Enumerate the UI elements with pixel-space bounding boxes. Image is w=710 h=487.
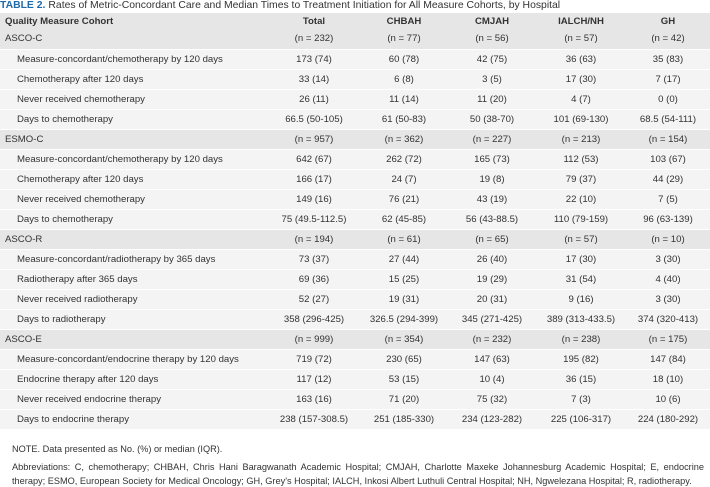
table-number: TABLE 2. bbox=[0, 0, 46, 11]
total-cell: 26 (11) bbox=[268, 89, 360, 109]
cmjah-cell: 75 (32) bbox=[448, 389, 536, 409]
cmjah-cell: 26 (40) bbox=[448, 249, 536, 269]
header-ialch-nh: IALCH/NH bbox=[558, 15, 604, 27]
table-title-text: Rates of Metric-Concordant Care and Median Times to Treatment Initiation for All Measure Cohorts, by Hospital bbox=[48, 0, 561, 11]
table-row bbox=[0, 309, 710, 329]
gh-cell: (n = 154) bbox=[626, 129, 710, 149]
cohort-label: ESMO-C bbox=[0, 129, 268, 149]
gh-cell: 68.5 (54-111) bbox=[626, 109, 710, 129]
gh-cell: 7 (17) bbox=[626, 69, 710, 89]
table-row bbox=[0, 49, 710, 69]
total-cell: (n = 194) bbox=[268, 229, 360, 249]
total-cell: 238 (157-308.5) bbox=[268, 409, 360, 429]
chbah-cell: (n = 354) bbox=[360, 329, 448, 349]
measure-label: Never received radiotherapy bbox=[0, 289, 268, 309]
cohort-row bbox=[0, 29, 710, 49]
chbah-cell: 71 (20) bbox=[360, 389, 448, 409]
cohort-label: ASCO-C bbox=[0, 29, 268, 49]
total-cell: 33 (14) bbox=[268, 69, 360, 89]
ialch-nh-cell: 22 (10) bbox=[536, 189, 626, 209]
gh-cell: 7 (5) bbox=[626, 189, 710, 209]
measure-label: Measure-concordant/radiotherapy by 365 days bbox=[0, 249, 268, 269]
total-cell: 52 (27) bbox=[268, 289, 360, 309]
table-row bbox=[0, 209, 710, 229]
ialch-nh-cell: 110 (79-159) bbox=[536, 209, 626, 229]
chbah-cell: 6 (8) bbox=[360, 69, 448, 89]
ialch-nh-cell: 36 (15) bbox=[536, 369, 626, 389]
gh-cell: 3 (30) bbox=[626, 249, 710, 269]
gh-cell: 35 (83) bbox=[626, 49, 710, 69]
gh-cell: 224 (180-292) bbox=[626, 409, 710, 429]
chbah-cell: 61 (50-83) bbox=[360, 109, 448, 129]
cmjah-cell: 147 (63) bbox=[448, 349, 536, 369]
cmjah-cell: 42 (75) bbox=[448, 49, 536, 69]
measure-label: Chemotherapy after 120 days bbox=[0, 169, 268, 189]
measure-label: Days to chemotherapy bbox=[0, 109, 268, 129]
cmjah-cell: 19 (29) bbox=[448, 269, 536, 289]
ialch-nh-cell: 31 (54) bbox=[536, 269, 626, 289]
table-row bbox=[0, 269, 710, 289]
measure-label: Measure-concordant/chemotherapy by 120 days bbox=[0, 149, 268, 169]
cmjah-cell: 234 (123-282) bbox=[448, 409, 536, 429]
total-cell: 117 (12) bbox=[268, 369, 360, 389]
chbah-cell: 60 (78) bbox=[360, 49, 448, 69]
cmjah-cell: (n = 227) bbox=[448, 129, 536, 149]
gh-cell: (n = 42) bbox=[626, 29, 710, 49]
chbah-cell: 15 (25) bbox=[360, 269, 448, 289]
gh-cell: 0 (0) bbox=[626, 89, 710, 109]
header-cmjah: CMJAH bbox=[474, 15, 510, 27]
ialch-nh-cell: (n = 238) bbox=[536, 329, 626, 349]
ialch-nh-cell: 36 (63) bbox=[536, 49, 626, 69]
cmjah-cell: 19 (8) bbox=[448, 169, 536, 189]
chbah-cell: 62 (45-85) bbox=[360, 209, 448, 229]
measure-label: Measure-concordant/chemotherapy by 120 days bbox=[0, 49, 268, 69]
header-gh: GH bbox=[660, 15, 676, 27]
total-cell: (n = 232) bbox=[268, 29, 360, 49]
table-footnotes bbox=[0, 443, 710, 487]
measure-label: Days to radiotherapy bbox=[0, 309, 268, 329]
measure-label: Chemotherapy after 120 days bbox=[0, 69, 268, 89]
measure-label: Days to chemotherapy bbox=[0, 209, 268, 229]
total-cell: 166 (17) bbox=[268, 169, 360, 189]
cohort-label: ASCO-E bbox=[0, 329, 268, 349]
cmjah-cell: 43 (19) bbox=[448, 189, 536, 209]
cmjah-cell: 10 (4) bbox=[448, 369, 536, 389]
cohort-row bbox=[0, 129, 710, 149]
cohort-row bbox=[0, 229, 710, 249]
chbah-cell: 24 (7) bbox=[360, 169, 448, 189]
cmjah-cell: (n = 65) bbox=[448, 229, 536, 249]
total-cell: 173 (74) bbox=[268, 49, 360, 69]
total-cell: 719 (72) bbox=[268, 349, 360, 369]
ialch-nh-cell: 389 (313-433.5) bbox=[536, 309, 626, 329]
total-cell: (n = 957) bbox=[268, 129, 360, 149]
chbah-cell: 262 (72) bbox=[360, 149, 448, 169]
gh-cell: 4 (40) bbox=[626, 269, 710, 289]
ialch-nh-cell: 195 (82) bbox=[536, 349, 626, 369]
cmjah-cell: 20 (31) bbox=[448, 289, 536, 309]
cmjah-cell: 56 (43-88.5) bbox=[448, 209, 536, 229]
measure-label: Never received chemotherapy bbox=[0, 89, 268, 109]
total-cell: (n = 999) bbox=[268, 329, 360, 349]
gh-cell: 147 (84) bbox=[626, 349, 710, 369]
ialch-nh-cell: 79 (37) bbox=[536, 169, 626, 189]
gh-cell: 44 (29) bbox=[626, 169, 710, 189]
table-row bbox=[0, 289, 710, 309]
chbah-cell: (n = 77) bbox=[360, 29, 448, 49]
table-row bbox=[0, 169, 710, 189]
total-cell: 642 (67) bbox=[268, 149, 360, 169]
total-cell: 163 (16) bbox=[268, 389, 360, 409]
cmjah-cell: 3 (5) bbox=[448, 69, 536, 89]
cmjah-cell: 165 (73) bbox=[448, 149, 536, 169]
gh-cell: (n = 175) bbox=[626, 329, 710, 349]
chbah-cell: (n = 61) bbox=[360, 229, 448, 249]
chbah-cell: 27 (44) bbox=[360, 249, 448, 269]
total-cell: 358 (296-425) bbox=[268, 309, 360, 329]
ialch-nh-cell: 9 (16) bbox=[536, 289, 626, 309]
cmjah-cell: 50 (38-70) bbox=[448, 109, 536, 129]
cohort-row bbox=[0, 329, 710, 349]
cmjah-cell: (n = 232) bbox=[448, 329, 536, 349]
abbreviations-note: Abbreviations: C, chemotherapy; CHBAH, Chris Hani Baragwanath Academic Hospital; CMJAH, Charlotte Maxeke Johannesburg Academic Hospital; E, endocrine therapy; ESMO, European Society for Medical Oncology; GH, Grey's Hospital; IALCH, Inkosi Albert Luthuli Central Hospital; NH, Ngwelezana Hospital; R, radiotherapy. bbox=[12, 462, 704, 486]
table-note: NOTE. Data presented as No. (%) or median (IQR). bbox=[12, 443, 223, 454]
total-cell: 73 (37) bbox=[268, 249, 360, 269]
header-row bbox=[0, 13, 710, 29]
header-cohort: Quality Measure Cohort bbox=[5, 15, 114, 27]
chbah-cell: 76 (21) bbox=[360, 189, 448, 209]
measure-label: Never received chemotherapy bbox=[0, 189, 268, 209]
table-row bbox=[0, 189, 710, 209]
total-cell: 75 (49.5-112.5) bbox=[268, 209, 360, 229]
chbah-cell: 19 (31) bbox=[360, 289, 448, 309]
table-caption bbox=[0, 0, 710, 13]
gh-cell: 103 (67) bbox=[626, 149, 710, 169]
total-cell: 69 (36) bbox=[268, 269, 360, 289]
table-row bbox=[0, 349, 710, 369]
table-row bbox=[0, 389, 710, 409]
gh-cell: 18 (10) bbox=[626, 369, 710, 389]
total-cell: 149 (16) bbox=[268, 189, 360, 209]
chbah-cell: 53 (15) bbox=[360, 369, 448, 389]
table-row bbox=[0, 69, 710, 89]
table-row bbox=[0, 409, 710, 429]
measure-label: Endocrine therapy after 120 days bbox=[0, 369, 268, 389]
ialch-nh-cell: 4 (7) bbox=[536, 89, 626, 109]
table-row bbox=[0, 369, 710, 389]
header-total: Total bbox=[302, 15, 326, 27]
total-cell: 66.5 (50-105) bbox=[268, 109, 360, 129]
gh-cell: 374 (320-413) bbox=[626, 309, 710, 329]
results-table bbox=[0, 13, 710, 430]
ialch-nh-cell: 7 (3) bbox=[536, 389, 626, 409]
cohort-label: ASCO-R bbox=[0, 229, 268, 249]
ialch-nh-cell: 101 (69-130) bbox=[536, 109, 626, 129]
table-body bbox=[0, 29, 710, 429]
cmjah-cell: 345 (271-425) bbox=[448, 309, 536, 329]
gh-cell: (n = 10) bbox=[626, 229, 710, 249]
gh-cell: 3 (30) bbox=[626, 289, 710, 309]
table-row bbox=[0, 149, 710, 169]
gh-cell: 96 (63-139) bbox=[626, 209, 710, 229]
ialch-nh-cell: 112 (53) bbox=[536, 149, 626, 169]
table-row bbox=[0, 89, 710, 109]
chbah-cell: 11 (14) bbox=[360, 89, 448, 109]
table-row bbox=[0, 249, 710, 269]
chbah-cell: 326.5 (294-399) bbox=[360, 309, 448, 329]
measure-label: Measure-concordant/endocrine therapy by 120 days bbox=[0, 349, 268, 369]
measure-label: Radiotherapy after 365 days bbox=[0, 269, 268, 289]
chbah-cell: (n = 362) bbox=[360, 129, 448, 149]
ialch-nh-cell: 225 (106-317) bbox=[536, 409, 626, 429]
header-chbah: CHBAH bbox=[386, 15, 422, 27]
ialch-nh-cell: (n = 57) bbox=[536, 229, 626, 249]
cmjah-cell: (n = 56) bbox=[448, 29, 536, 49]
ialch-nh-cell: 17 (30) bbox=[536, 249, 626, 269]
gh-cell: 10 (6) bbox=[626, 389, 710, 409]
cmjah-cell: 11 (20) bbox=[448, 89, 536, 109]
measure-label: Days to endocrine therapy bbox=[0, 409, 268, 429]
ialch-nh-cell: (n = 57) bbox=[536, 29, 626, 49]
ialch-nh-cell: 17 (30) bbox=[536, 69, 626, 89]
chbah-cell: 230 (65) bbox=[360, 349, 448, 369]
measure-label: Never received endocrine therapy bbox=[0, 389, 268, 409]
table-row bbox=[0, 109, 710, 129]
chbah-cell: 251 (185-330) bbox=[360, 409, 448, 429]
ialch-nh-cell: (n = 213) bbox=[536, 129, 626, 149]
